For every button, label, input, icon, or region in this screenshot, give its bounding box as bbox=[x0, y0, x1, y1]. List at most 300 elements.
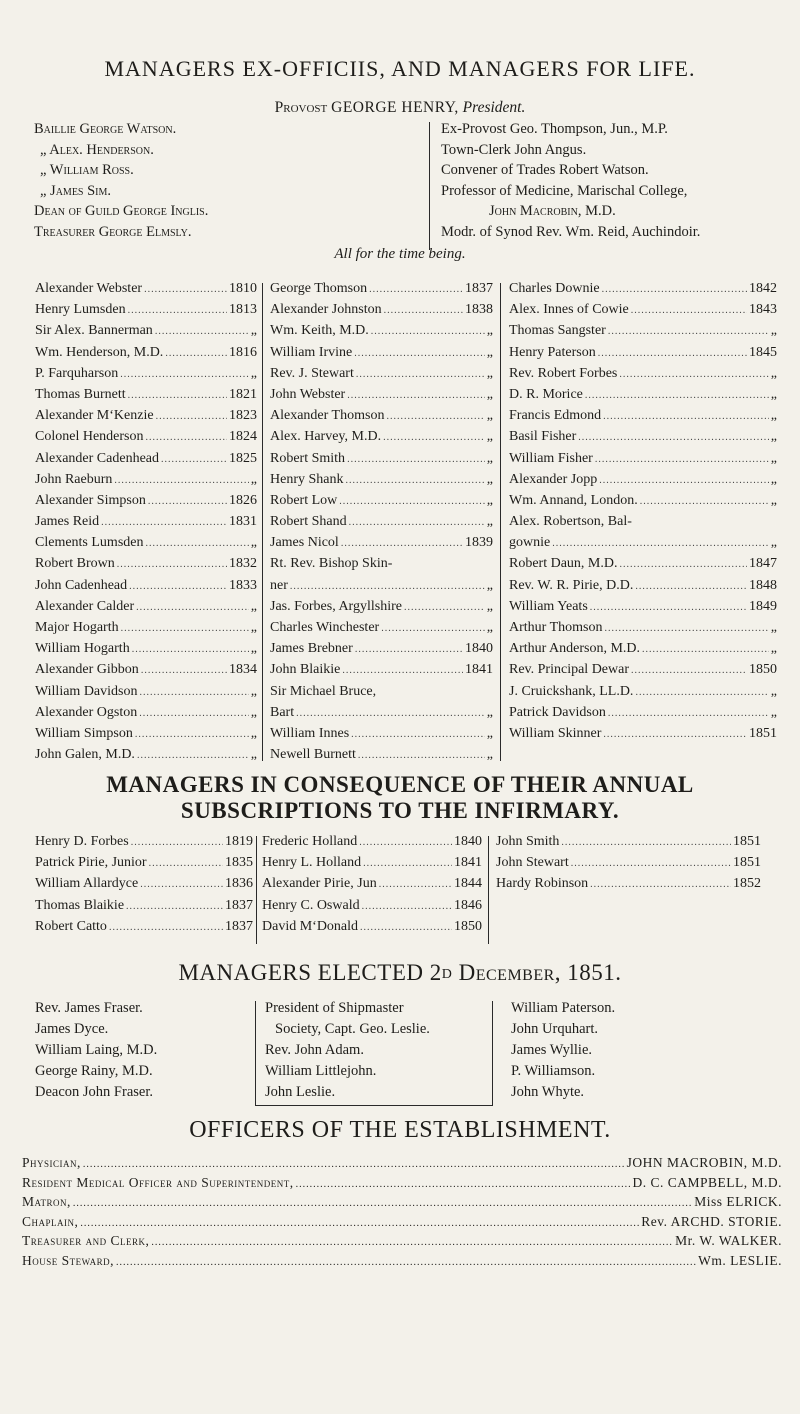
ex-officio-right-list bbox=[441, 119, 700, 242]
entry-year: „ bbox=[770, 365, 777, 381]
life-manager-row bbox=[509, 535, 777, 556]
entry-name: Thomas Sangster bbox=[509, 323, 606, 339]
ex-officio-item: Town-Clerk John Angus. bbox=[441, 141, 587, 158]
life-manager-row bbox=[35, 726, 257, 747]
entry-name: Frederic Holland bbox=[262, 834, 358, 849]
officers-heading: OFFICERS OF THE ESTABLISHMENT. bbox=[189, 1117, 611, 1143]
life-manager-row bbox=[270, 345, 493, 366]
entry-year: „ bbox=[770, 386, 777, 402]
entry-name: Rev. Robert Forbes bbox=[509, 365, 618, 381]
entry-name: Alexander Calder bbox=[35, 598, 135, 614]
entry-name: William Hogarth bbox=[35, 641, 130, 657]
entry-name: Henry Paterson bbox=[509, 344, 596, 360]
leader-dots bbox=[363, 858, 452, 869]
entry-name: John Webster bbox=[270, 386, 346, 402]
entry-year: 1840 bbox=[454, 834, 482, 849]
entry-year: 1832 bbox=[229, 556, 257, 572]
entry-name: Henry C. Oswald bbox=[262, 897, 360, 913]
entry-year: 1852 bbox=[733, 876, 761, 892]
officer-title: Chaplain, bbox=[22, 1213, 79, 1229]
entry-name: ner bbox=[270, 577, 288, 593]
entry-year: „ bbox=[486, 704, 493, 720]
leader-dots bbox=[599, 475, 769, 486]
subscriber-row bbox=[496, 855, 761, 876]
leader-dots bbox=[356, 369, 485, 380]
entry-year: 1834 bbox=[229, 662, 257, 678]
life-manager-row bbox=[35, 578, 257, 599]
leader-dots bbox=[631, 665, 747, 676]
entry-year: 1835 bbox=[225, 855, 253, 871]
leader-dots bbox=[120, 369, 249, 380]
entry-year: „ bbox=[486, 323, 493, 339]
elected-item: Rev. John Adam. bbox=[265, 1042, 364, 1058]
life-manager-row bbox=[270, 387, 493, 408]
entry-year: 1842 bbox=[749, 281, 777, 296]
entry-name: Henry L. Holland bbox=[262, 855, 362, 871]
leader-dots bbox=[354, 348, 485, 359]
elected-item: President of Shipmaster bbox=[265, 1000, 404, 1016]
entry-year: „ bbox=[250, 641, 257, 657]
leader-dots bbox=[290, 581, 485, 592]
entry-year: „ bbox=[250, 683, 257, 699]
entry-name: Wm. Keith, M.D. bbox=[270, 323, 369, 339]
entry-year: „ bbox=[486, 620, 493, 635]
elected-column-2 bbox=[265, 998, 430, 1103]
entry-name: John Cadenhead bbox=[35, 577, 128, 593]
entry-name: Major Hogarth bbox=[35, 620, 119, 635]
entry-name: Wm. Annand, London. bbox=[509, 492, 638, 508]
life-manager-row bbox=[270, 578, 493, 599]
entry-year: 1851 bbox=[733, 834, 761, 849]
life-manager-row bbox=[270, 514, 493, 535]
entry-name: Rt. Rev. Bishop Skin- bbox=[270, 556, 393, 572]
entry-year: „ bbox=[486, 408, 493, 424]
entry-year: 1841 bbox=[454, 855, 482, 871]
life-managers-column-3 bbox=[509, 281, 777, 747]
horizontal-rule bbox=[255, 1105, 493, 1106]
entry-name: Alexander Gibbon bbox=[35, 662, 139, 678]
life-manager-row bbox=[270, 556, 493, 577]
entry-year: „ bbox=[486, 598, 493, 614]
leader-dots bbox=[604, 623, 768, 634]
entry-name: William Skinner bbox=[509, 725, 602, 741]
leader-dots bbox=[608, 708, 769, 719]
leader-dots bbox=[145, 432, 227, 443]
subscriptions-column-1 bbox=[35, 834, 253, 940]
entry-year: „ bbox=[486, 386, 493, 402]
life-manager-row bbox=[35, 599, 257, 620]
officer-name: Mr. W. WALKER. bbox=[675, 1233, 782, 1248]
all-for-time-note: All for the time being. bbox=[334, 246, 466, 262]
leader-dots bbox=[80, 1218, 639, 1229]
life-manager-row bbox=[509, 493, 777, 514]
entry-year: 1843 bbox=[749, 302, 777, 318]
leader-dots bbox=[603, 411, 769, 422]
leader-dots bbox=[347, 390, 485, 401]
leader-dots bbox=[339, 496, 485, 507]
life-manager-row bbox=[509, 620, 777, 641]
entry-year: „ bbox=[486, 725, 493, 741]
life-manager-row bbox=[35, 451, 257, 472]
leader-dots bbox=[296, 708, 485, 719]
leader-dots bbox=[296, 1179, 631, 1190]
leader-dots bbox=[346, 475, 485, 486]
entry-name: Alexander Thomson bbox=[270, 408, 385, 424]
entry-year: 1821 bbox=[229, 386, 257, 402]
leader-dots bbox=[121, 623, 249, 634]
elected-item: James Dyce. bbox=[35, 1021, 109, 1037]
leader-dots bbox=[347, 454, 485, 465]
officer-row bbox=[22, 1194, 782, 1214]
life-manager-row bbox=[35, 302, 257, 323]
entry-year: „ bbox=[250, 704, 257, 720]
entry-year: 1846 bbox=[454, 897, 482, 913]
entry-year: „ bbox=[486, 429, 493, 445]
entry-name: Alexander M‘Kenzie bbox=[35, 408, 154, 424]
leader-dots bbox=[585, 390, 769, 401]
entry-year: „ bbox=[770, 535, 777, 551]
entry-name: William Simpson bbox=[35, 725, 133, 741]
subscriber-row bbox=[262, 855, 482, 876]
entry-year: „ bbox=[770, 704, 777, 720]
column-divider bbox=[429, 122, 430, 250]
entry-year: „ bbox=[770, 641, 777, 657]
entry-name: George Thomson bbox=[270, 281, 368, 296]
entry-name: Charles Winchester bbox=[270, 620, 380, 635]
entry-year: „ bbox=[486, 747, 493, 763]
life-manager-row bbox=[35, 535, 257, 556]
entry-name: Arthur Anderson, M.D. bbox=[509, 641, 641, 657]
life-manager-row bbox=[509, 705, 777, 726]
entry-name: Sir Michael Bruce, bbox=[270, 683, 377, 699]
subscriptions-heading-line-2: SUBSCRIPTIONS TO THE INFIRMARY. bbox=[180, 798, 620, 823]
entry-name: Henry Lumsden bbox=[35, 302, 126, 318]
provost-line bbox=[0, 98, 800, 118]
life-manager-row bbox=[270, 705, 493, 726]
ex-officio-left-list bbox=[34, 119, 208, 242]
entry-year: 1850 bbox=[454, 918, 482, 934]
entry-year: „ bbox=[486, 344, 493, 360]
subscriber-row bbox=[35, 876, 253, 897]
entry-year: „ bbox=[770, 429, 777, 445]
life-manager-row bbox=[270, 641, 493, 662]
leader-dots bbox=[362, 901, 452, 912]
entry-year: 1836 bbox=[225, 876, 253, 892]
entry-name: Rev. Principal Dewar bbox=[509, 662, 629, 678]
leader-dots bbox=[640, 496, 769, 507]
ex-officio-item: Professor of Medicine, Marischal College, bbox=[441, 182, 688, 199]
subscriber-row bbox=[262, 919, 482, 940]
entry-name: William Yeats bbox=[509, 598, 588, 614]
entry-year: „ bbox=[770, 492, 777, 508]
entry-name: Henry Shank bbox=[270, 471, 344, 487]
entry-name: Bart bbox=[270, 704, 295, 720]
entry-name: Alexander Johnston bbox=[270, 302, 382, 318]
entry-name: James Reid bbox=[35, 514, 100, 530]
subscriber-row bbox=[35, 855, 253, 876]
elected-item: John Leslie. bbox=[265, 1084, 336, 1100]
provost-role: President. bbox=[462, 99, 526, 116]
entry-year: 1845 bbox=[749, 344, 777, 360]
life-managers-column-2 bbox=[270, 281, 493, 768]
life-manager-row bbox=[509, 684, 777, 705]
leader-dots bbox=[355, 644, 463, 655]
entry-name: John Galen, M.D. bbox=[35, 747, 135, 763]
life-manager-row bbox=[509, 641, 777, 662]
leader-dots bbox=[358, 750, 485, 761]
leader-dots bbox=[141, 665, 227, 676]
entry-name: Alex. Innes of Cowie bbox=[509, 302, 629, 318]
leader-dots bbox=[635, 581, 747, 592]
entry-name: Newell Burnett bbox=[270, 747, 356, 763]
entry-name: Alexander Cadenhead bbox=[35, 450, 159, 466]
entry-year: 1823 bbox=[229, 408, 257, 424]
leader-dots bbox=[379, 879, 452, 890]
officer-title: Treasurer and Clerk, bbox=[22, 1233, 150, 1248]
entry-name: Robert Daun, M.D. bbox=[509, 556, 618, 572]
ex-officio-item: Ex-Provost Geo. Thompson, Jun., M.P. bbox=[441, 121, 668, 137]
elected-item: James Wyllie. bbox=[511, 1042, 593, 1058]
leader-dots bbox=[360, 922, 452, 933]
leader-dots bbox=[165, 348, 227, 359]
entry-year: „ bbox=[770, 450, 777, 466]
entry-name: Alexander Jopp bbox=[509, 471, 598, 487]
entry-year: 1844 bbox=[454, 876, 482, 892]
entry-name: J. Cruickshank, LL.D. bbox=[509, 683, 634, 699]
entry-name: Robert Catto bbox=[35, 918, 107, 934]
life-manager-row bbox=[509, 429, 777, 450]
leader-dots bbox=[602, 284, 747, 295]
leader-dots bbox=[139, 687, 248, 698]
entry-name: William Irvine bbox=[270, 344, 353, 360]
leader-dots bbox=[132, 644, 249, 655]
officer-name: Rev. ARCHD. STORIE. bbox=[641, 1213, 782, 1229]
life-manager-row bbox=[509, 578, 777, 599]
entry-year: 1848 bbox=[749, 577, 777, 593]
entry-name: gownie bbox=[509, 535, 551, 551]
leader-dots bbox=[590, 602, 747, 613]
entry-year: 1825 bbox=[229, 450, 257, 466]
ex-officio-item: Dean of Guild George Inglis. bbox=[34, 203, 209, 219]
life-manager-row bbox=[35, 514, 257, 535]
subscriber-row bbox=[262, 876, 482, 897]
entry-year: 1841 bbox=[465, 662, 493, 678]
life-manager-row bbox=[509, 726, 777, 747]
entry-name: Arthur Thomson bbox=[509, 620, 603, 635]
leader-dots bbox=[386, 411, 484, 422]
entry-name: Thomas Burnett bbox=[35, 386, 126, 402]
leader-dots bbox=[359, 837, 452, 848]
officer-name: JOHN MACROBIN, M.D. bbox=[626, 1155, 782, 1170]
life-manager-row bbox=[35, 281, 257, 302]
elected-item: John Whyte. bbox=[511, 1084, 585, 1100]
life-manager-row bbox=[35, 366, 257, 387]
leader-dots bbox=[635, 687, 768, 698]
leader-dots bbox=[156, 411, 227, 422]
life-manager-row bbox=[509, 366, 777, 387]
entry-name: Patrick Davidson bbox=[509, 704, 606, 720]
entry-year: „ bbox=[250, 725, 257, 741]
entry-name: Charles Downie bbox=[509, 281, 600, 296]
life-manager-row bbox=[509, 345, 777, 366]
subscriber-row bbox=[262, 898, 482, 919]
leader-dots bbox=[129, 581, 227, 592]
life-manager-row bbox=[509, 302, 777, 323]
leader-dots bbox=[561, 837, 731, 848]
column-divider bbox=[492, 1001, 493, 1105]
entry-year: „ bbox=[250, 535, 257, 551]
entry-year: „ bbox=[250, 598, 257, 614]
entry-year: 1851 bbox=[749, 725, 777, 741]
leader-dots bbox=[342, 665, 463, 676]
subscriber-row bbox=[35, 898, 253, 919]
entry-name: James Brebner bbox=[270, 641, 353, 657]
entry-year: „ bbox=[770, 408, 777, 424]
leader-dots bbox=[136, 602, 249, 613]
officer-title: Physician, bbox=[22, 1155, 81, 1170]
life-manager-row bbox=[509, 514, 777, 535]
leader-dots bbox=[595, 454, 769, 465]
entry-year: „ bbox=[770, 323, 777, 339]
entry-year: 1831 bbox=[229, 514, 257, 530]
entry-year: 1816 bbox=[229, 344, 257, 360]
leader-dots bbox=[73, 1198, 692, 1209]
entry-name: Francis Edmond bbox=[509, 408, 602, 424]
life-manager-row bbox=[270, 429, 493, 450]
life-manager-row bbox=[509, 451, 777, 472]
life-manager-row bbox=[35, 323, 257, 344]
life-manager-row bbox=[35, 493, 257, 514]
officer-row bbox=[22, 1253, 782, 1273]
entry-name: Robert Smith bbox=[270, 450, 346, 466]
entry-name: Patrick Pirie, Junior bbox=[35, 855, 147, 871]
life-manager-row bbox=[270, 281, 493, 302]
leader-dots bbox=[128, 390, 227, 401]
entry-year: 1824 bbox=[229, 429, 257, 445]
entry-year: „ bbox=[250, 323, 257, 339]
entry-name: Robert Shand bbox=[270, 514, 347, 530]
officer-row bbox=[22, 1175, 782, 1195]
life-manager-row bbox=[509, 556, 777, 577]
entry-name: Colonel Henderson bbox=[35, 429, 144, 445]
entry-name: Alex. Harvey, M.D. bbox=[270, 429, 382, 445]
subscriptions-column-2 bbox=[262, 834, 482, 940]
life-manager-row bbox=[270, 493, 493, 514]
life-manager-row bbox=[509, 323, 777, 344]
entry-name: William Davidson bbox=[35, 683, 138, 699]
leader-dots bbox=[114, 475, 248, 486]
entry-name: Wm. Henderson, M.D. bbox=[35, 344, 164, 360]
entry-year: 1847 bbox=[749, 556, 777, 572]
life-managers-column-1 bbox=[35, 281, 257, 768]
ex-officio-item: John Macrobin, M.D. bbox=[489, 203, 616, 219]
leader-dots bbox=[571, 858, 731, 869]
entry-name: John Raeburn bbox=[35, 471, 113, 487]
elected-column-1 bbox=[35, 998, 157, 1103]
leader-dots bbox=[139, 708, 249, 719]
provost-name: GEORGE HENRY, bbox=[331, 99, 459, 116]
entry-name: Basil Fisher bbox=[509, 429, 577, 445]
leader-dots bbox=[341, 538, 463, 549]
leader-dots bbox=[642, 644, 769, 655]
leader-dots bbox=[109, 922, 223, 933]
life-manager-row bbox=[270, 535, 493, 556]
elected-item: William Laing, M.D. bbox=[35, 1042, 158, 1058]
entry-year: „ bbox=[770, 471, 777, 487]
life-manager-row bbox=[35, 662, 257, 683]
entry-year: 1838 bbox=[465, 302, 493, 318]
elected-item: George Rainy, M.D. bbox=[35, 1063, 153, 1079]
entry-name: David M‘Donald bbox=[262, 918, 359, 934]
entry-name: William Allardyce bbox=[35, 876, 139, 892]
leader-dots bbox=[603, 729, 747, 740]
leader-dots bbox=[351, 729, 485, 740]
leader-dots bbox=[140, 879, 223, 890]
page-title: MANAGERS EX-OFFICIIS, AND MANAGERS FOR LIFE. bbox=[104, 56, 696, 81]
elected-item: Society, Capt. Geo. Leslie. bbox=[275, 1021, 430, 1037]
entry-year: 1851 bbox=[733, 855, 761, 871]
entry-year: 1837 bbox=[225, 918, 253, 934]
entry-name: Alexander Webster bbox=[35, 281, 143, 296]
entry-name: William Fisher bbox=[509, 450, 593, 466]
officer-title: Matron, bbox=[22, 1194, 71, 1209]
entry-name: Alexander Pirie, Jun bbox=[262, 876, 377, 892]
entry-name: Clements Lumsden bbox=[35, 535, 144, 551]
life-manager-row bbox=[35, 684, 257, 705]
entry-year: 1810 bbox=[229, 281, 257, 296]
leader-dots bbox=[552, 538, 769, 549]
leader-dots bbox=[608, 326, 769, 337]
entry-name: Alexander Ogston bbox=[35, 704, 138, 720]
officer-row bbox=[22, 1155, 782, 1175]
entry-name: Sir Alex. Bannerman bbox=[35, 323, 153, 339]
elected-item: John Urquhart. bbox=[511, 1021, 598, 1037]
life-manager-row bbox=[270, 620, 493, 641]
entry-name: P. Farquharson bbox=[35, 365, 119, 381]
elected-item: P. Williamson. bbox=[511, 1063, 596, 1079]
ex-officio-item: „ Alex. Henderson. bbox=[40, 141, 154, 158]
life-manager-row bbox=[270, 302, 493, 323]
subscriber-row bbox=[262, 834, 482, 855]
leader-dots bbox=[144, 284, 227, 295]
ex-officio-item: Baillie George Watson. bbox=[34, 121, 177, 137]
entry-year: „ bbox=[250, 365, 257, 381]
life-manager-row bbox=[270, 323, 493, 344]
leader-dots bbox=[131, 837, 223, 848]
subscriber-row bbox=[35, 919, 253, 940]
life-manager-row bbox=[509, 662, 777, 683]
officer-title: Resident Medical Officer and Superintendent, bbox=[22, 1174, 294, 1190]
entry-name: Rev. W. R. Pirie, D.D. bbox=[509, 577, 634, 593]
life-manager-row bbox=[35, 620, 257, 641]
entry-year: „ bbox=[486, 577, 493, 593]
officers-list bbox=[22, 1155, 782, 1272]
life-manager-row bbox=[509, 387, 777, 408]
ex-officio-item: „ James Sim. bbox=[40, 182, 112, 199]
life-manager-row bbox=[35, 429, 257, 450]
entry-year: 1813 bbox=[229, 302, 257, 318]
life-manager-row bbox=[35, 556, 257, 577]
leader-dots bbox=[381, 623, 485, 634]
entry-year: „ bbox=[250, 471, 257, 487]
life-manager-row bbox=[35, 387, 257, 408]
entry-year: 1819 bbox=[225, 834, 253, 849]
elected-item: William Paterson. bbox=[511, 1000, 616, 1016]
life-manager-row bbox=[270, 599, 493, 620]
elected-item: Rev. James Fraser. bbox=[35, 1000, 143, 1016]
leader-dots bbox=[384, 305, 463, 316]
entry-name: John Smith bbox=[496, 834, 560, 849]
